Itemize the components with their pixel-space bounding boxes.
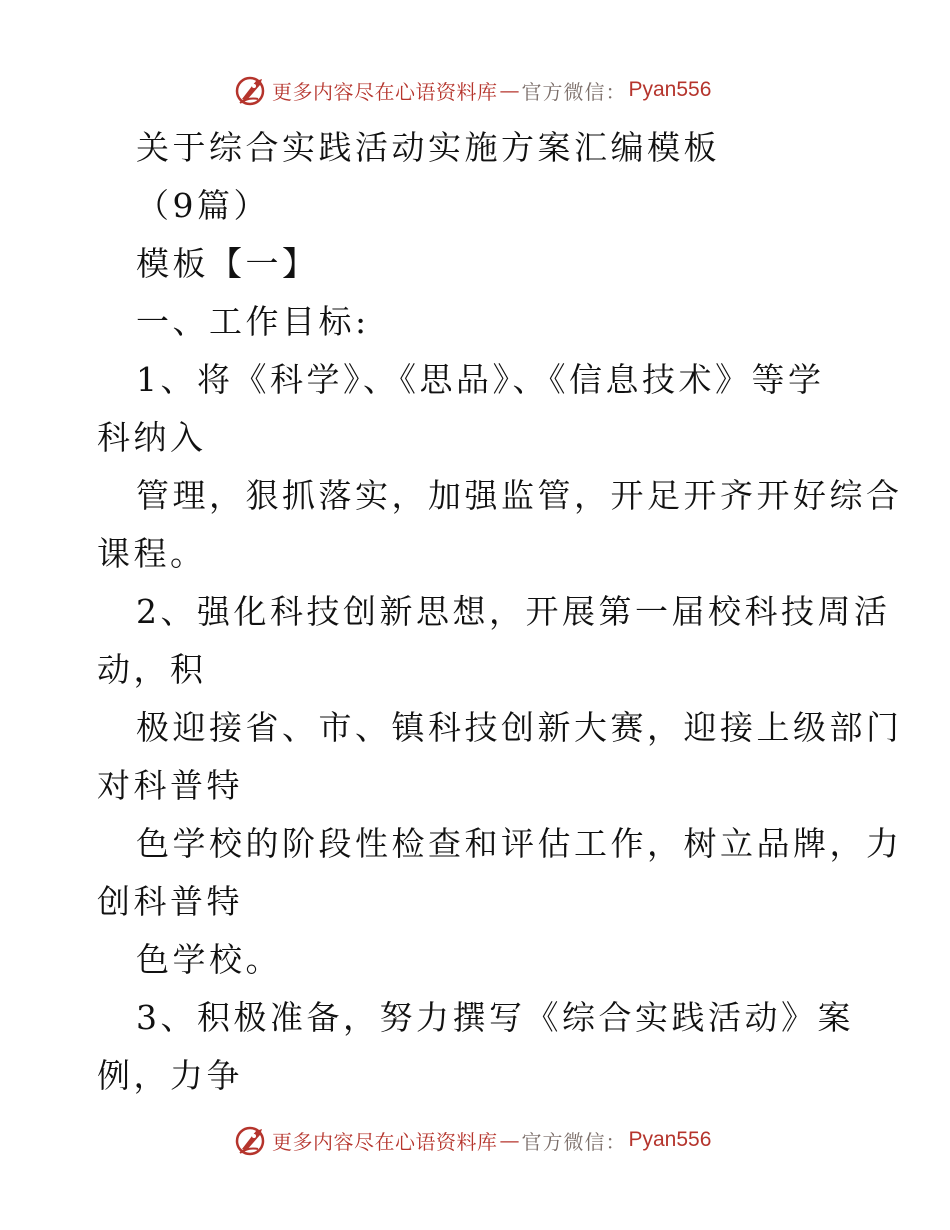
paragraph-line: 极迎接省、市、镇科技创新大赛，迎接上级部门 bbox=[136, 708, 903, 747]
paragraph-line: 管理，狠抓落实，加强监管，开足开齐开好综合 bbox=[136, 476, 903, 515]
banner-text: 更多内容尽在心语资料库 bbox=[272, 1129, 498, 1154]
banner-dash: — bbox=[499, 78, 520, 102]
paragraph-line: 3、积极准备，努力撰写《综合实践活动》案 bbox=[136, 998, 854, 1037]
paragraph-line: 动，积 bbox=[97, 650, 207, 689]
pen-logo-icon bbox=[234, 1123, 268, 1157]
paragraph-line: 科纳入 bbox=[97, 418, 207, 457]
banner-text: 更多内容尽在心语资料库 bbox=[272, 79, 498, 104]
footer-banner bbox=[234, 1122, 711, 1158]
document-title: 关于综合实践活动实施方案汇编模板 bbox=[136, 128, 720, 167]
paragraph-line: 色学校的阶段性检查和评估工作，树立品牌，力 bbox=[136, 824, 903, 863]
banner-official-label: 官方微信： bbox=[521, 79, 627, 104]
paragraph-line: 1、将《科学》、《思品》、《信息技术》等学 bbox=[136, 360, 825, 399]
banner-wechat-id: Pyan556 bbox=[628, 78, 712, 101]
pen-logo-icon bbox=[234, 73, 268, 107]
document-subtitle: （9篇） bbox=[136, 186, 270, 225]
section-heading: 模板【一】 bbox=[136, 244, 319, 283]
paragraph-line: 创科普特 bbox=[97, 882, 243, 921]
paragraph-line: 色学校。 bbox=[136, 940, 282, 979]
banner-official-label: 官方微信： bbox=[521, 1129, 627, 1154]
subsection-heading: 一、工作目标: bbox=[136, 302, 370, 341]
banner-wechat-id: Pyan556 bbox=[628, 1128, 712, 1151]
paragraph-line: 2、强化科技创新思想，开展第一届校科技周活 bbox=[136, 592, 891, 631]
paragraph-line: 课程。 bbox=[97, 534, 207, 573]
header-banner bbox=[234, 72, 711, 108]
paragraph-line: 例，力争 bbox=[97, 1056, 243, 1095]
banner-dash: — bbox=[499, 1128, 520, 1152]
paragraph-line: 对科普特 bbox=[97, 766, 243, 805]
